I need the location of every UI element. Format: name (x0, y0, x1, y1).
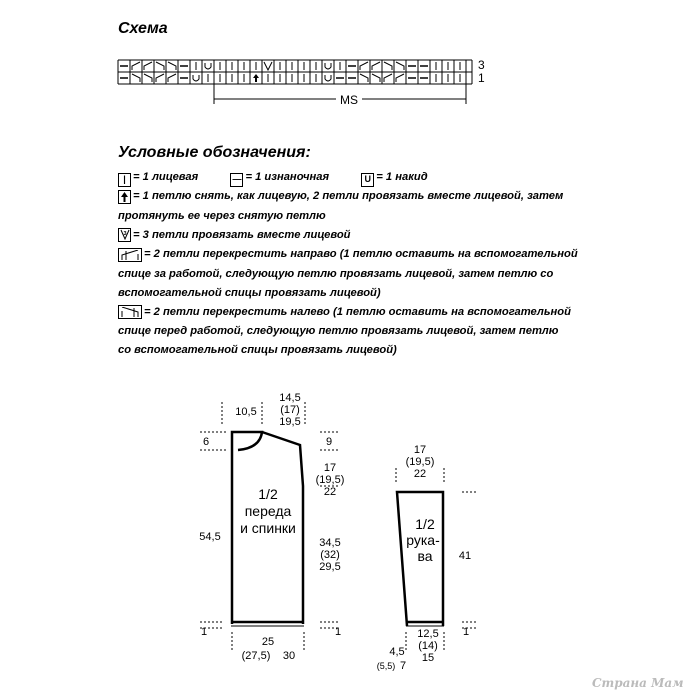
chart-cross-left (384, 62, 392, 70)
chart-cross-left (132, 74, 140, 82)
chart-cross-right (372, 62, 380, 70)
body-side-1: 34,5 (319, 537, 341, 549)
chart-yarn-over (193, 75, 199, 81)
sleeve-top-1: 17 (413, 444, 427, 456)
sleeve-label-1: 1/2 (415, 516, 435, 532)
legend-psso-line2: протянуть ее через снятую петлю (118, 209, 326, 222)
body-label-3: и спинки (240, 520, 296, 536)
body-neck-width: 10,5 (235, 406, 257, 418)
legend-row-cross-right (118, 245, 658, 264)
cross-right-symbol-icon (118, 248, 142, 262)
repeat-label: MS (340, 93, 358, 107)
body-armhole-top: 9 (325, 436, 333, 448)
schematic-drawing (0, 380, 700, 700)
legend-row-k3tog (118, 226, 658, 245)
sleeve-inc-2: (5,5) (376, 661, 396, 671)
chart-yarn-over (205, 63, 211, 69)
chart-cross-right (360, 62, 368, 70)
chart-cross-left (372, 74, 380, 82)
legend-cross-left-line3: со вспомогательной спицы провязать лицевой) (118, 344, 397, 357)
chart-cross-right (168, 74, 176, 82)
body-label-1: 1/2 (258, 486, 278, 502)
legend-title: Условные обозначения: (118, 144, 311, 161)
body-height: 54,5 (199, 531, 221, 543)
sleeve-cuff-2: (14) (418, 640, 438, 652)
purl-symbol-icon: — (230, 173, 243, 187)
chart-yarn-over (325, 75, 331, 81)
sleeve-label-2: рука- (406, 532, 440, 548)
chart-row-1: 1 (478, 71, 485, 85)
body-shoulder-2: (17) (280, 404, 300, 416)
chart-row-3: 3 (478, 58, 485, 72)
knit-symbol-icon: | (118, 173, 131, 187)
legend-cross-left-line1: = 2 петли перекрестить налево (1 петлю оставить на вспомогательной (144, 305, 571, 318)
chart-cross-right (384, 74, 392, 82)
watermark: Страна Мам (592, 676, 684, 690)
sleeve-top-2: (19,5) (405, 456, 435, 468)
body-label-2: переда (244, 503, 292, 519)
chart-cross-right (156, 74, 164, 82)
sleeve-inc-1: 4,5 (389, 646, 405, 658)
body-shoulder-3: 19,5 (279, 416, 301, 428)
body-width-1: 25 (261, 636, 275, 648)
chart-yarn-over (325, 63, 331, 69)
body-width-3: 30 (282, 650, 296, 662)
body-hem-right: 1 (334, 626, 342, 638)
stitch-chart (114, 52, 504, 114)
sleeve-height: 41 (458, 550, 472, 562)
legend-row-cross-left (118, 303, 658, 322)
chart-cross-left (168, 62, 176, 70)
body-side-2: (32) (320, 549, 340, 561)
body-width-2: (27,5) (241, 650, 271, 662)
legend-knit: = 1 лицевая (133, 171, 199, 183)
psso-symbol-icon (118, 190, 131, 204)
chart-cross-right (132, 62, 140, 70)
legend-k3tog: = 3 петли провязать вместе лицевой (133, 228, 351, 241)
body-neck-depth: 6 (202, 436, 210, 448)
yarn-over-symbol-icon: U (361, 173, 374, 187)
legend-row-psso (118, 187, 658, 206)
sleeve-cuff-3: 15 (421, 652, 435, 664)
sleeve-label-3: ва (417, 548, 433, 564)
legend-row-basic (118, 168, 658, 187)
chart-cross-right (144, 62, 152, 70)
sleeve-inc-3: 7 (399, 660, 407, 672)
legend-cross-right-line1: = 2 петли перекрестить направо (1 петлю оставить на вспомогательной (144, 248, 578, 261)
chart-title: Схема (118, 20, 168, 37)
legend-psso-line1: = 1 петлю снять, как лицевую, 2 петли провязать вместе лицевой, затем (133, 190, 564, 203)
body-armhole-2: (19,5) (315, 474, 345, 486)
chart-cross-left (156, 62, 164, 70)
k3tog-symbol-icon (118, 228, 131, 242)
chart-cross-left (360, 74, 368, 82)
chart-cross-left (396, 62, 404, 70)
legend-cross-right-line3: вспомогательной спицы провязать лицевой) (118, 286, 381, 299)
sleeve-top-3: 22 (413, 468, 427, 480)
sleeve-cuff-1: 12,5 (417, 628, 439, 640)
schematics (0, 380, 700, 700)
body-shoulder-1: 14,5 (279, 392, 301, 404)
chart-cross-left (144, 74, 152, 82)
chart-psso-stitch (253, 74, 259, 82)
cross-left-symbol-icon (118, 305, 142, 319)
legend-cross-left-line2: спице перед работой, следующую петлю провязать лицевой, затем петлю (118, 325, 559, 338)
body-armhole-1: 17 (323, 462, 337, 474)
chart-cross-right (396, 74, 404, 82)
body-side-3: 29,5 (319, 561, 341, 573)
body-armhole-3: 22 (323, 486, 337, 498)
k3tog-symbol-number: 3 (122, 231, 127, 238)
legend-purl: = 1 изнаночная (245, 171, 330, 183)
legend (118, 168, 658, 360)
chart-k3tog-stitch (264, 62, 272, 70)
body-hem-left: 1 (200, 626, 208, 638)
legend-yo: = 1 накид (376, 171, 428, 183)
sleeve-hem: 1 (462, 626, 470, 638)
legend-cross-right-line2: спице за работой, следующую петлю провязать лицевой, затем петлю со (118, 267, 554, 280)
